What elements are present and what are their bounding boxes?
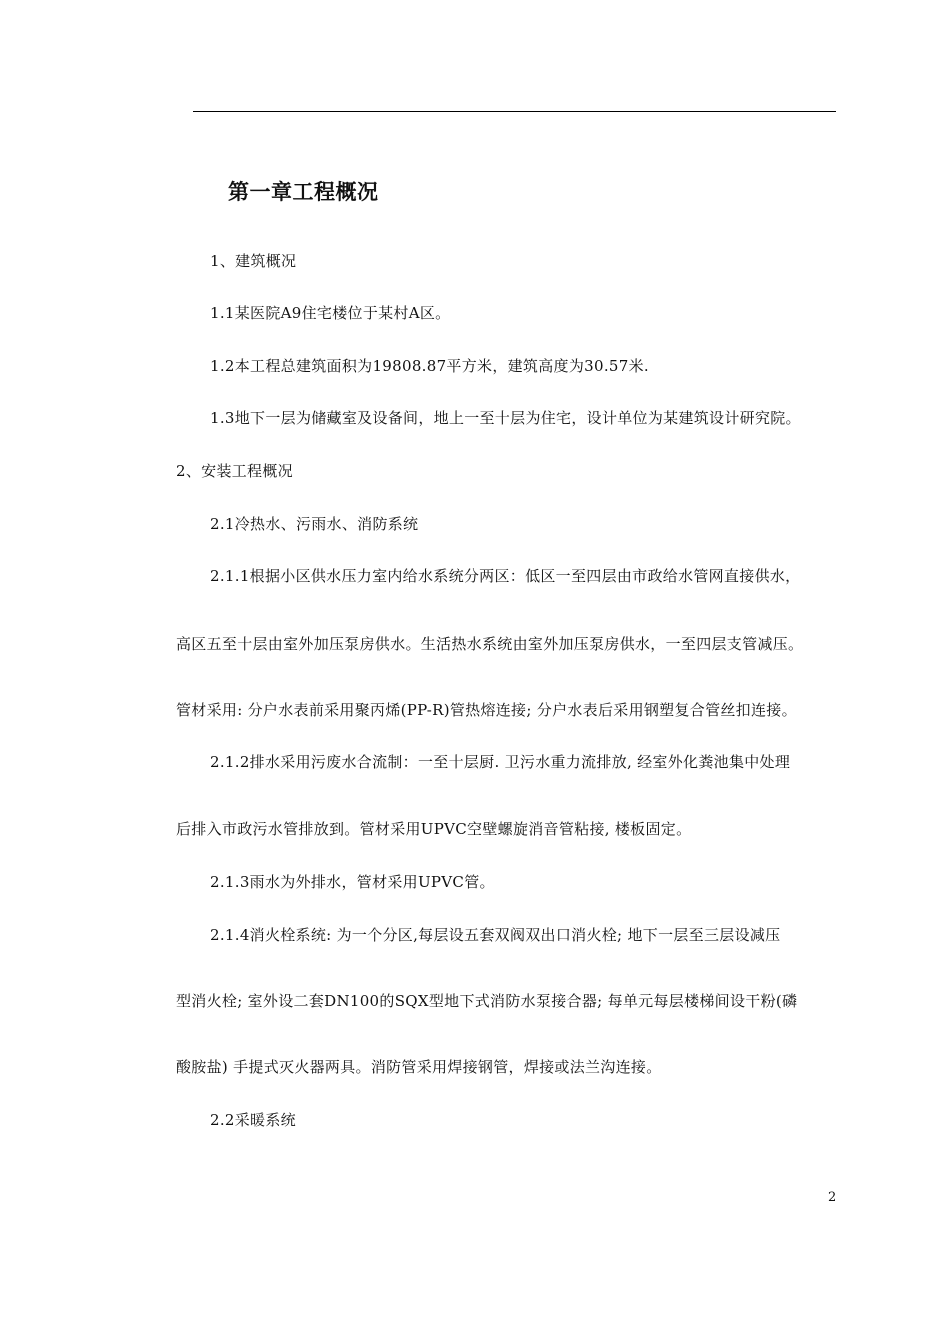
section-heading-building: 1、建筑概况 (210, 252, 297, 270)
paragraph-line: 1.3地下一层为储藏室及设备间，地上一至十层为住宅，设计单位为某建筑设计研究院。 (210, 409, 801, 427)
page-number: 2 (828, 1190, 837, 1205)
paragraph-line: 型消火栓; 室外设二套DN100的SQX型地下式消防水泵接合器; 每单元每层楼梯间设干粉(磷 (176, 992, 798, 1010)
paragraph-line: 后排入市政污水管排放到。管材采用UPVC空壁螺旋消音管粘接, 楼板固定。 (176, 820, 692, 838)
paragraph-line: 酸胺盐) 手提式灭火器两具。消防管采用焊接钢管，焊接或法兰沟连接。 (176, 1058, 662, 1076)
paragraph-line: 2.1.2排水采用污废水合流制：一至十层厨. 卫污水重力流排放, 经室外化粪池集中处理 (210, 753, 791, 771)
header-rule (193, 111, 836, 112)
paragraph-line: 2.1.1根据小区供水压力室内给水系统分两区：低区一至四层由市政给水管网直接供水， (210, 567, 801, 585)
paragraph-line: 2.1.3雨水为外排水，管材采用UPVC管。 (210, 873, 495, 891)
section-heading-installation: 2、安装工程概况 (176, 462, 293, 480)
paragraph-line: 2.1.4消火栓系统: 为一个分区,每层设五套双阀双出口消火栓; 地下一层至三层设减压 (210, 926, 781, 944)
chapter-title: 第一章工程概况 (228, 180, 379, 204)
paragraph-line: 高区五至十层由室外加压泵房供水。生活热水系统由室外加压泵房供水，一至四层支管减压。 (176, 635, 804, 653)
subsection-heading: 2.1冷热水、污雨水、消防系统 (210, 515, 419, 533)
paragraph-line: 管材采用: 分户水表前采用聚丙烯(PP-R)管热熔连接; 分户水表后采用钢塑复合管丝扣连接。 (176, 701, 797, 719)
subsection-heading: 2.2采暖系统 (210, 1111, 296, 1129)
paragraph-line: 1.2本工程总建筑面积为19808.87平方米，建筑高度为30.57米. (210, 357, 649, 375)
paragraph-line: 1.1某医院A9住宅楼位于某村A区。 (210, 304, 451, 322)
